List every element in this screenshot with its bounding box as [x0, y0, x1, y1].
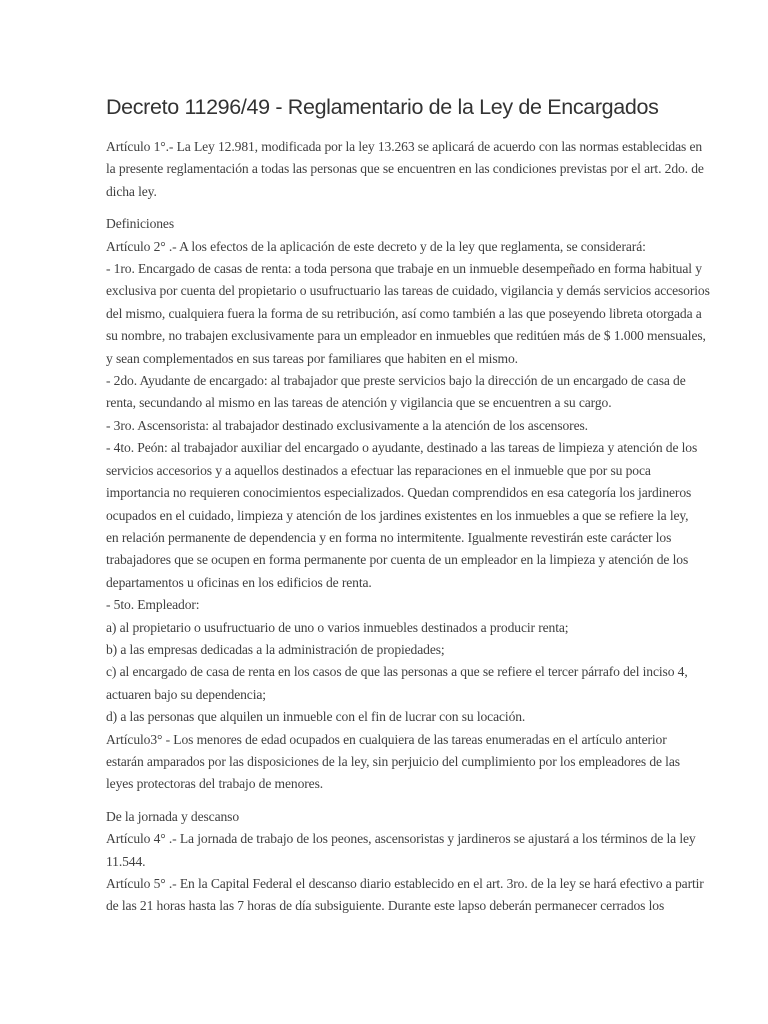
text-line: - 5to. Empleador: — [106, 597, 200, 613]
text-line: 11.544. — [106, 853, 146, 869]
text-line: exclusiva por cuenta del propietario o usufructuario las tareas de cuidado, vigilancia y demás servicios accesorios — [106, 283, 710, 299]
text-line: b) a las empresas dedicadas a la administración de propiedades; — [106, 641, 445, 657]
text-line: en relación permanente de dependencia y en forma no intermitente. Igualmente revestirán este carácter los — [106, 529, 672, 545]
text-line: Artículo 4° .- La jornada de trabajo de los peones, ascensoristas y jardineros se ajustará a los términos de la ley — [106, 831, 696, 847]
text-line: servicios accesorios y a aquellos destinados a efectuar las reparaciones en el inmueble que por su poca — [106, 462, 651, 478]
text-line: Artículo 2° .- A los efectos de la aplicación de este decreto y de la ley que reglamenta, se considerará: — [106, 238, 646, 254]
text-line: - 2do. Ayudante de encargado: al trabajador que preste servicios bajo la dirección de un encargado de casa de — [106, 373, 686, 389]
text-line: del mismo, cualquiera fuera la forma de su retribución, así como también a las que poseyendo libreta otorgada a — [106, 305, 702, 321]
text-line: importancia no requieren conocimientos especializados. Quedan comprendidos en esa categoría los jardineros — [106, 485, 692, 501]
text-line: leyes protectoras del trabajo de menores. — [106, 776, 324, 792]
text-line: ocupados en el cuidado, limpieza y atención de los jardines existentes en los inmuebles a que se refiere la ley, — [106, 507, 689, 523]
document-page — [106, 92, 728, 928]
text-line: De la jornada y descanso — [106, 808, 240, 824]
body-paragraph — [106, 136, 728, 203]
text-line: a) al propietario o usufructuario de uno o varios inmuebles destinados a producir renta; — [106, 619, 569, 635]
text-line: renta, secundando al mismo en las tareas de atención y vigilancia que se encuentren a su cargo. — [106, 395, 612, 411]
text-line: estarán amparados por las disposiciones de la ley, sin perjuicio del cumplimiento por los empleadores de las — [106, 753, 680, 769]
body-paragraph — [106, 806, 728, 918]
text-line: Artículo 5° .- En la Capital Federal el descanso diario establecido en el art. 3ro. de la ley se hará efectivo a partir — [106, 876, 704, 891]
text-line: la presente reglamentación a todas las personas que se encuentren en las condiciones previstas por el art. 2do. de — [106, 161, 704, 177]
text-line: actuaren bajo su dependencia; — [106, 686, 266, 702]
text-line: Artículo3° - Los menores de edad ocupados en cualquiera de las tareas enumeradas en el artículo anterior — [106, 731, 667, 747]
text-line: dicha ley. — [106, 183, 157, 199]
text-line: - 4to. Peón: al trabajador auxiliar del encargado o ayudante, destinado a las tareas de limpieza y atención de los — [106, 440, 698, 456]
text-line: Artículo 1°.- La Ley 12.981, modificada por la ley 13.263 se aplicará de acuerdo con las normas establecidas en — [106, 139, 703, 154]
text-line: de las 21 horas hasta las 7 horas de día subsiguiente. Durante este lapso deberán permanecer cerrados los — [106, 898, 665, 914]
text-line: c) al encargado de casa de renta en los casos de que las personas a que se refiere el tercer párrafo del inciso 4, — [106, 664, 688, 680]
body-paragraph — [106, 213, 728, 796]
text-line: - 3ro. Ascensorista: al trabajador destinado exclusivamente a la atención de los ascensores. — [106, 417, 588, 433]
text-line: departamentos u oficinas en los edificios de renta. — [106, 574, 372, 590]
text-line: trabajadores que se ocupen en forma permanente por cuenta de un empleador en la limpieza y atención de los — [106, 552, 689, 568]
text-line: y sean complementados en sus tareas por familiares que habiten en el mismo. — [106, 350, 518, 366]
text-line: d) a las personas que alquilen un inmueble con el fin de lucrar con su locación. — [106, 709, 526, 725]
document-title: Decreto 11296/49 - Reglamentario de la Ley de Encargados — [106, 95, 659, 119]
text-line: su nombre, no trabajen exclusivamente para un empleador en inmuebles que reditúen más de $ 1.000 mensuales, — [106, 328, 706, 344]
text-line: Definiciones — [106, 216, 175, 232]
document-body — [106, 136, 728, 918]
text-line: - 1ro. Encargado de casas de renta: a toda persona que trabaje en un inmueble desempeñado en forma habitual y — [106, 261, 702, 277]
